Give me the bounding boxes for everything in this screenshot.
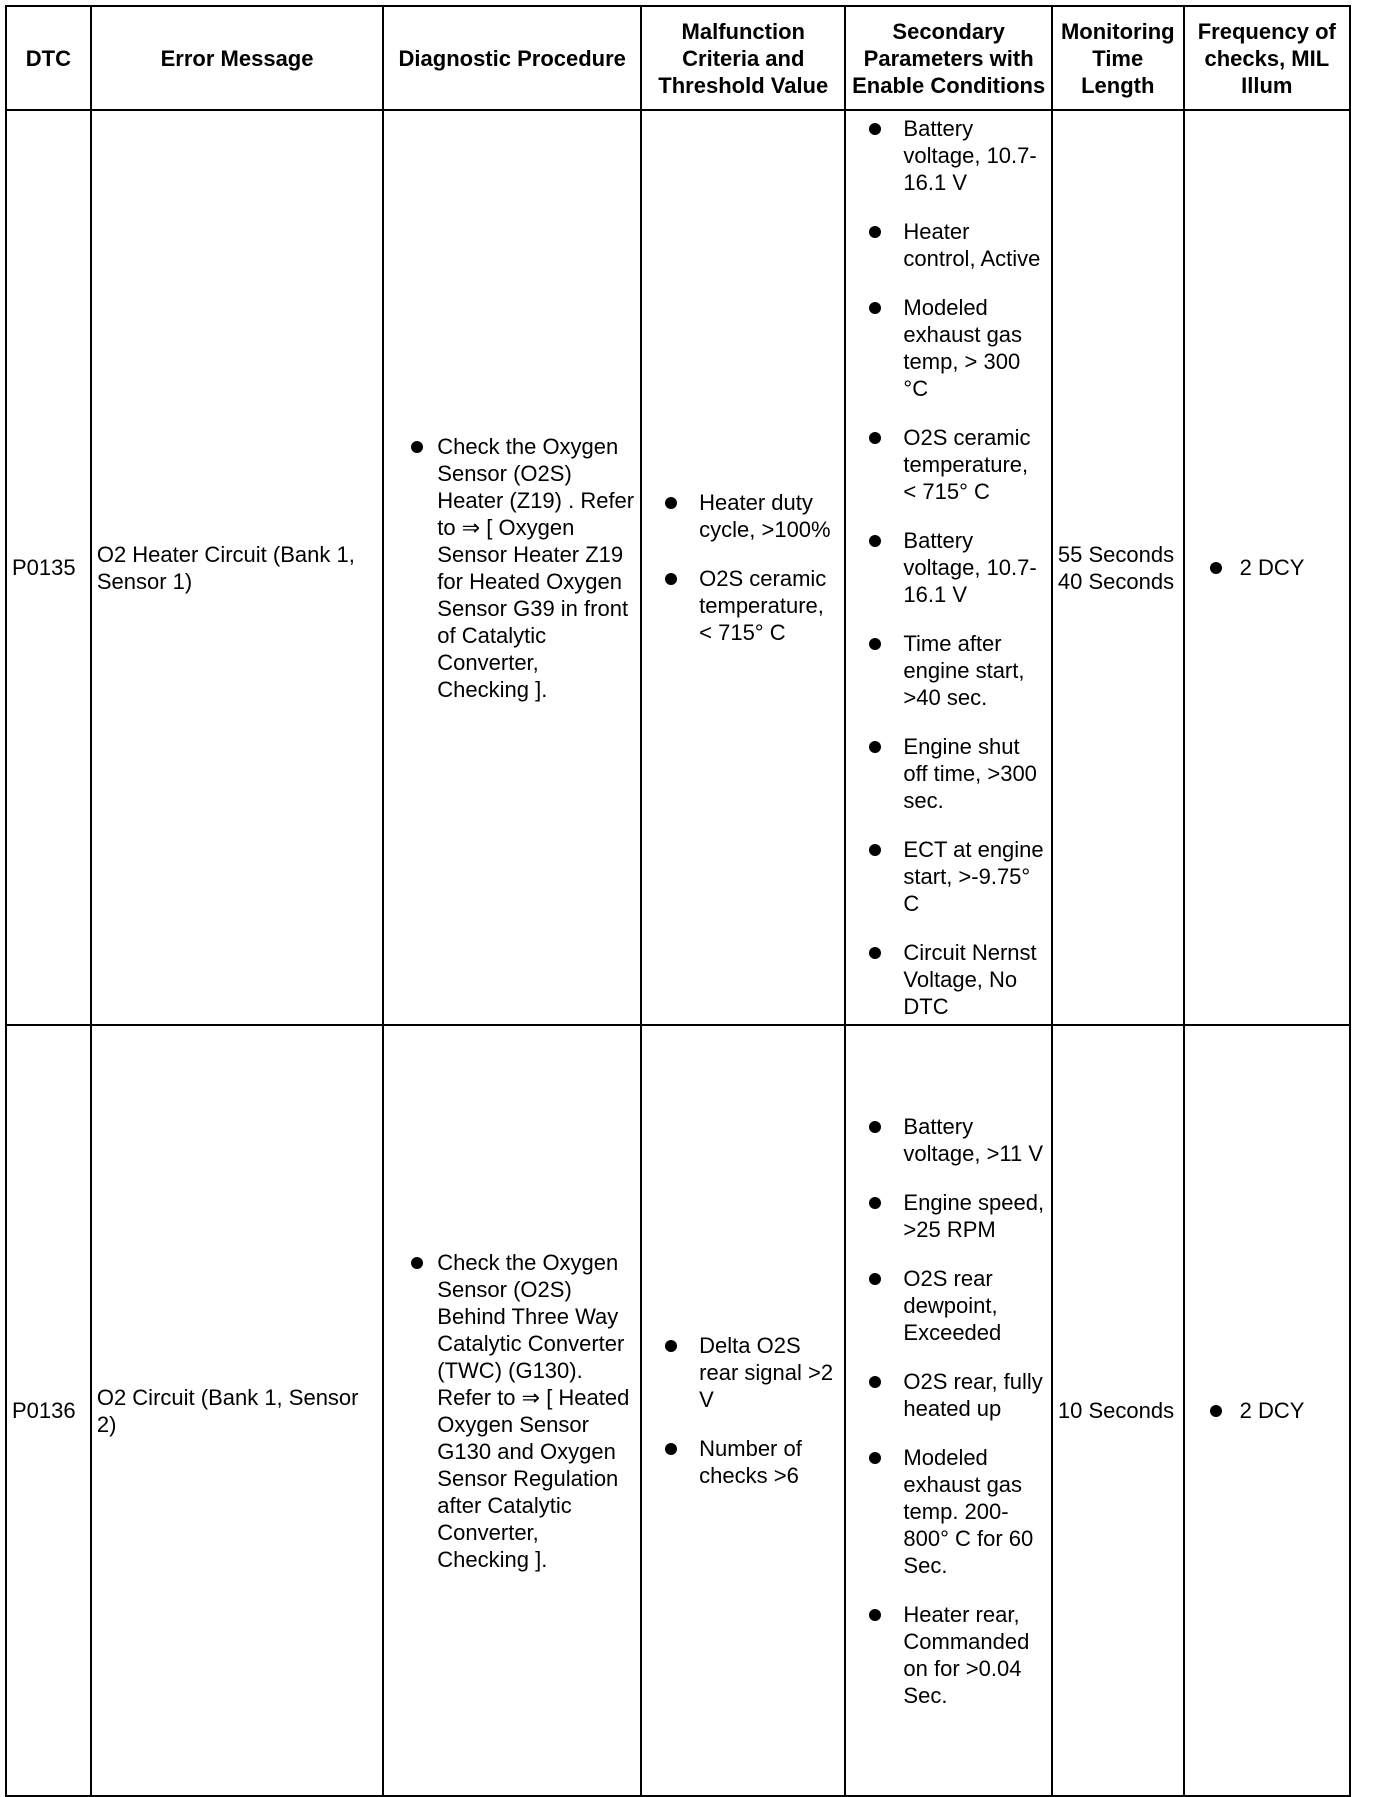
bullet-icon [869,226,881,238]
bullet-icon [665,573,677,585]
bullet-icon [869,1273,881,1285]
check-frequency [1184,1025,1350,1796]
secondary-parameters [845,110,1052,1025]
error-message: O2 Circuit (Bank 1, Sensor 2) [91,1025,383,1796]
header-dtc: DTC [6,6,91,110]
list-item: Heater rear, Commanded on for >0.04 Sec. [851,1601,1046,1709]
bullet-icon [411,1257,423,1269]
list-item: Modeled exhaust gas temp, > 300 °C [851,294,1046,402]
bullet-icon [869,302,881,314]
bullet-icon [411,441,423,453]
list-item: Engine shut off time, >300 sec. [851,733,1046,814]
bullet-icon [869,947,881,959]
secondary-parameters [845,1025,1052,1796]
list-item: Battery voltage, 10.7-16.1 V [851,527,1046,608]
bullet-icon [869,638,881,650]
list-item: O2S ceramic temperature, < 715° C [851,424,1046,505]
header-error-message: Error Message [91,6,383,110]
bullet-icon [869,1609,881,1621]
bullet-icon [869,1121,881,1133]
header-secondary-parameters: Secondary Parameters with Enable Conditions [845,6,1052,110]
malfunction-criteria [641,110,845,1025]
header-diagnostic-procedure: Diagnostic Procedure [383,6,641,110]
bullet-icon [869,535,881,547]
bullet-icon [665,1340,677,1352]
bullet-icon [869,741,881,753]
bullet-icon [1210,1405,1222,1417]
monitoring-time: 10 Seconds [1052,1025,1184,1796]
bullet-icon [1210,562,1222,574]
list-item: Circuit Nernst Voltage, No DTC [851,939,1046,1020]
list-item: O2S ceramic temperature, < 715° C [647,565,839,646]
list-item: Check the Oxygen Sensor (O2S) Heater (Z19) . Refer to ⇒ [ Oxygen Sensor Heater Z19 for Heated Oxygen Sensor G39 in front of Catalytic Converter, Checking ]. [389,433,635,703]
bullet-icon [869,1197,881,1209]
dtc-code: P0135 [6,110,91,1025]
bullet-icon [665,497,677,509]
header-monitoring-time: Monitoring Time Length [1052,6,1184,110]
list-item: O2S rear, fully heated up [851,1368,1046,1422]
bullet-icon [869,123,881,135]
dtc-table [5,5,1351,1797]
malfunction-criteria [641,1025,845,1796]
list-item: 2 DCY [1190,554,1344,581]
header-row [6,6,1350,110]
diagnostic-procedure [383,1025,641,1796]
list-item: Check the Oxygen Sensor (O2S) Behind Three Way Catalytic Converter (TWC) (G130). Refer to ⇒ [ Heated Oxygen Sensor G130 and Oxygen Sensor Regulation after Catalytic Converter, Checking ]. [389,1249,635,1573]
list-item: Heater control, Active [851,218,1046,272]
list-item: Battery voltage, >11 V [851,1113,1046,1167]
monitoring-time: 55 Seconds 40 Seconds [1052,110,1184,1025]
table-row [6,110,1350,1025]
dtc-code: P0136 [6,1025,91,1796]
list-item: 2 DCY [1190,1397,1344,1424]
check-frequency [1184,110,1350,1025]
list-item: Engine speed, >25 RPM [851,1189,1046,1243]
diagnostic-procedure [383,110,641,1025]
list-item: Time after engine start, >40 sec. [851,630,1046,711]
list-item: Number of checks >6 [647,1435,839,1489]
bullet-icon [869,844,881,856]
bullet-icon [869,432,881,444]
list-item: ECT at engine start, >-9.75° C [851,836,1046,917]
list-item: Battery voltage, 10.7-16.1 V [851,115,1046,196]
header-frequency: Frequency of checks, MIL Illum [1184,6,1350,110]
bullet-icon [869,1376,881,1388]
list-item: Delta O2S rear signal >2 V [647,1332,839,1413]
bullet-icon [665,1443,677,1455]
table-row [6,1025,1350,1796]
list-item: Heater duty cycle, >100% [647,489,839,543]
header-malfunction-criteria: Malfunction Criteria and Threshold Value [641,6,845,110]
bullet-icon [869,1452,881,1464]
list-item: O2S rear dewpoint, Exceeded [851,1265,1046,1346]
list-item: Modeled exhaust gas temp. 200-800° C for 60 Sec. [851,1444,1046,1579]
error-message: O2 Heater Circuit (Bank 1, Sensor 1) [91,110,383,1025]
